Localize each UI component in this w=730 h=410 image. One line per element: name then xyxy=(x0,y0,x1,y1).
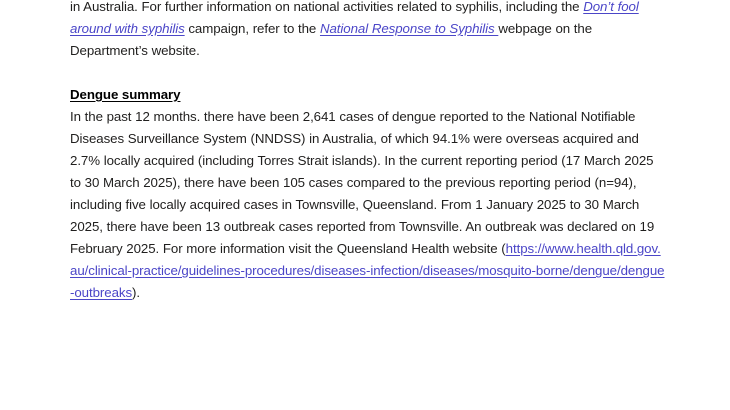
syphilis-paragraph xyxy=(70,0,667,62)
dengue-summary-heading xyxy=(70,84,667,106)
queensland-health-dengue-outbreaks-url-link[interactable]: https://www.health.qld.gov.au/clinical-practice/guidelines-procedures/diseases-infection/diseases/mosquito-borne/dengue/dengue-outbreaks xyxy=(70,241,665,300)
syphilis-paragraph-text-between-links: campaign, refer to the xyxy=(184,21,320,36)
dengue-summary-heading-text: Dengue summary xyxy=(70,87,181,102)
dont-fool-around-with-syphilis-link[interactable]: Don’t fool around with syphilis xyxy=(70,0,639,36)
national-response-to-syphilis-link[interactable]: National Response to Syphilis xyxy=(319,21,499,36)
dengue-paragraph-closing-text: ). xyxy=(132,285,140,300)
paragraph-spacer xyxy=(70,62,667,84)
dengue-summary-paragraph xyxy=(70,106,667,304)
document-text-column xyxy=(70,0,667,304)
syphilis-paragraph-text-before-first-link: in Australia. For further information on national activities related to syphilis, including the xyxy=(70,0,584,14)
dengue-paragraph-body-text: In the past 12 months. there have been 2,641 cases of dengue reported to the National Notifiable Diseases Surveillance System (NNDSS) in Australia, of which 94.1% were overseas acquired and 2.7% locally acquired (including Torres Strait islands). In the current reporting period (17 March 2025 to 30 March 2025), there have been 105 cases compared to the previous reporting period (n=94), including five locally acquired cases in Townsville, Queensland. From 1 January 2025 to 30 March 2025, there have been 13 outbreak cases reported from Townsville. An outbreak was declared on 19 February 2025. For more information visit the Queensland Health website ( xyxy=(70,109,655,256)
syphilis-paragraph-text-after-links: webpage on the Department’s website. xyxy=(70,21,593,58)
